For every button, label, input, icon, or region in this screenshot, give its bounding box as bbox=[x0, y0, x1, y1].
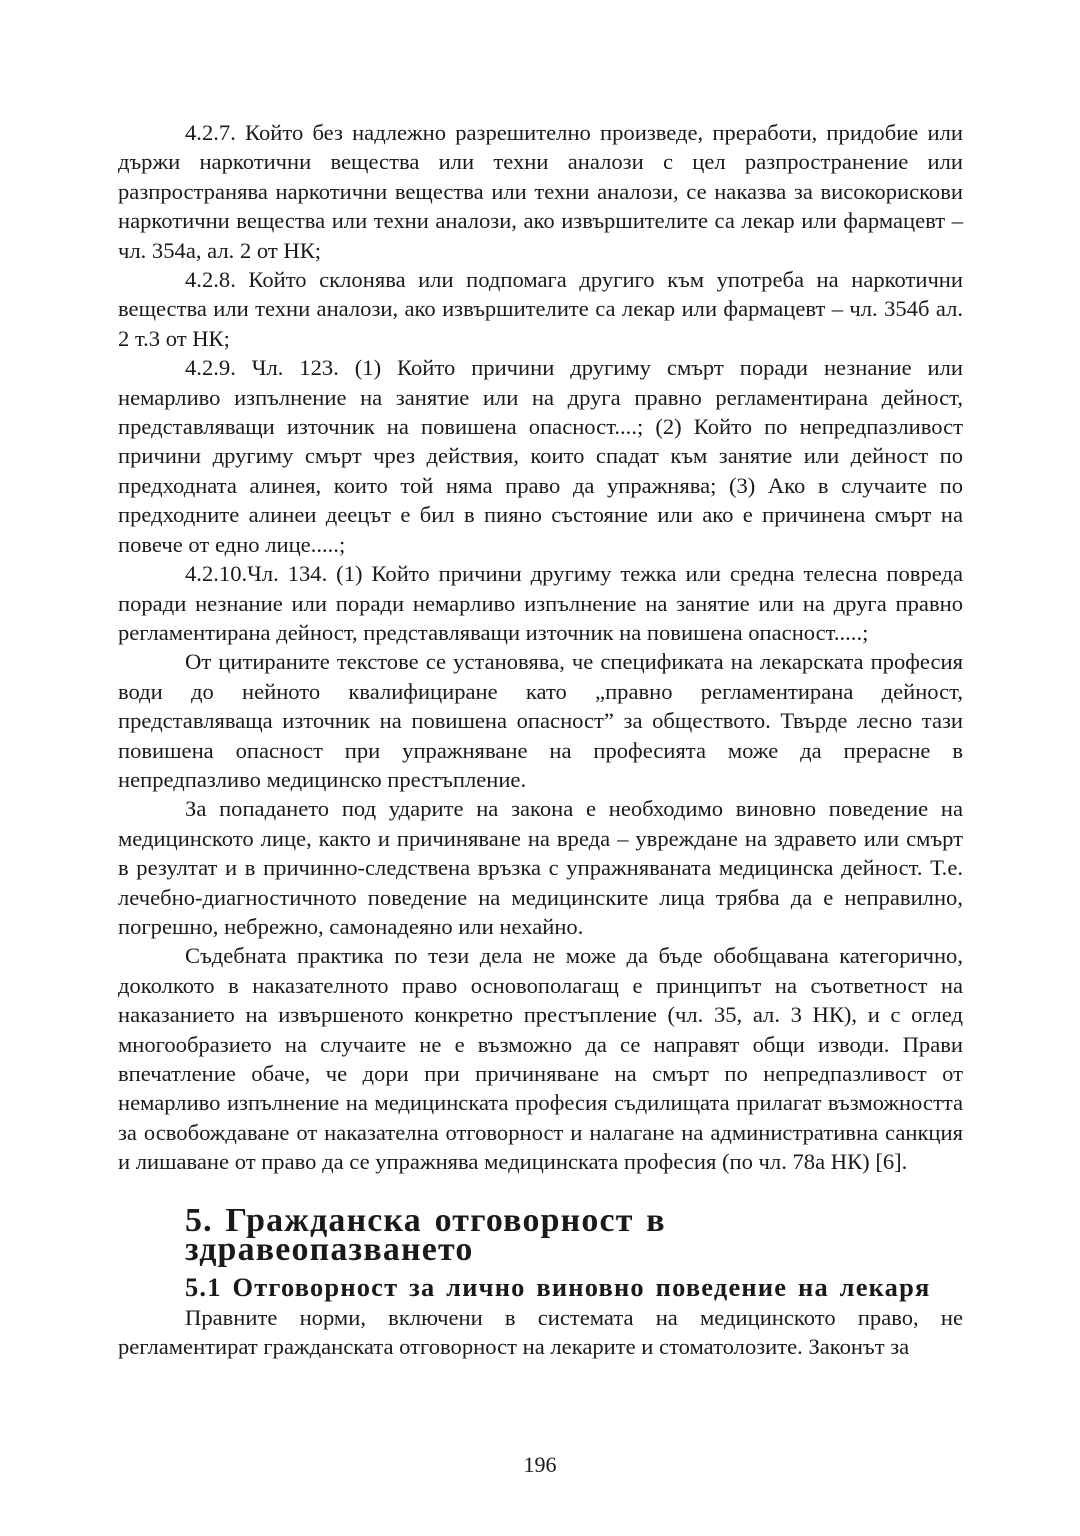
document-page bbox=[118, 118, 963, 1362]
page-number: 196 bbox=[523, 1452, 557, 1477]
section-heading: 5. Гражданска отговорност в здравеопазването bbox=[185, 1201, 666, 1269]
paragraph-culpable-behavior: За попадането под ударите на закона е необходимо виновно поведение на медицинското лице, както и причиняване на вреда – увреждане на здравето или смърт в резултат и в причинно-следствена връзка с упражняваната медицинска дейност. Т.е. лечебно-диагностичното поведение на медицинските лица трябва да е неправилно, погрешно, небрежно, самонадеяно или нехайно. bbox=[118, 796, 963, 939]
subsection-heading: 5.1 Отговорност за лично виновно поведение на лекаря bbox=[185, 1272, 931, 1303]
paragraph-court-practice: Съдебната практика по тези дела не може да бъде обобщавана категорично, доколкото в наказателното право основополагащ е принципът на съответност на наказанието на извършеното конкретно престъпление (чл. 35, ал. 3 НК), и с оглед многообразието на случаите не е възможно да се направят общи изводи. Прави впечатление обаче, че дори при причиняване на смърт по непредпазливост от немарливо изпълнение на медицинската професия съдилищата прилагат възможността за освобождаване от наказателна отговорност и налагане на административна санкция и лишаване от право да се упражнява медицинската професия (по чл. 78а НК) [6]. bbox=[118, 943, 963, 1175]
paragraph-profession-risk: От цитираните текстове се установява, че спецификата на лекарската професия води до нейното квалифициране като „правно регламентирана дейност, представляваща източник на повишена опасност” за обществото. Твърде лесно тази повишена опасност при упражняване на професията може да прерасне в непредпазливо медицинско престъпление. bbox=[118, 649, 963, 792]
paragraph-4-2-7: 4.2.7. Който без надлежно разрешително произведе, преработи, придобие или държи наркотични вещества или техни аналози с цел разпространение или разпространява наркотични вещества или техни аналози, се наказва за високорискови наркотични вещества или техни аналози, ако извършителите са лекар или фармацевт – чл. 354а, ал. 2 от НК; bbox=[118, 120, 963, 263]
paragraph-4-2-8: 4.2.8. Който склонява или подпомага другиго към употреба на наркотични вещества или техни аналози, ако извършителите са лекар или фармацевт – чл. 354б ал. 2 т.3 от НК; bbox=[118, 267, 963, 351]
paragraph-4-2-9: 4.2.9. Чл. 123. (1) Който причини другиму смърт поради незнание или немарливо изпълнение на занятие или на друга правно регламентирана дейност, представляващи източник на повишена опасност....; (2) Който по непредпазливост причини другиму смърт чрез действия, които спадат към занятие или дейност по предходната алинея, които той няма право да упражнява; (3) Ако в случаите по предходните алинеи деецът е бил в пияно състояние или ако е причинена смърт на повече от едно лице.....; bbox=[118, 355, 963, 557]
paragraph-legal-norms: Правните норми, включени в системата на медицинското право, не регламентират гражданската отговорност на лекарите и стоматолозите. Законът за bbox=[118, 1304, 963, 1360]
paragraph-4-2-10: 4.2.10.Чл. 134. (1) Който причини другиму тежка или средна телесна повреда поради незнание или поради немарливо изпълнение на занятие или на друга правно регламентирана дейност, представляващи източник на повишена опасност.....; bbox=[118, 561, 963, 645]
